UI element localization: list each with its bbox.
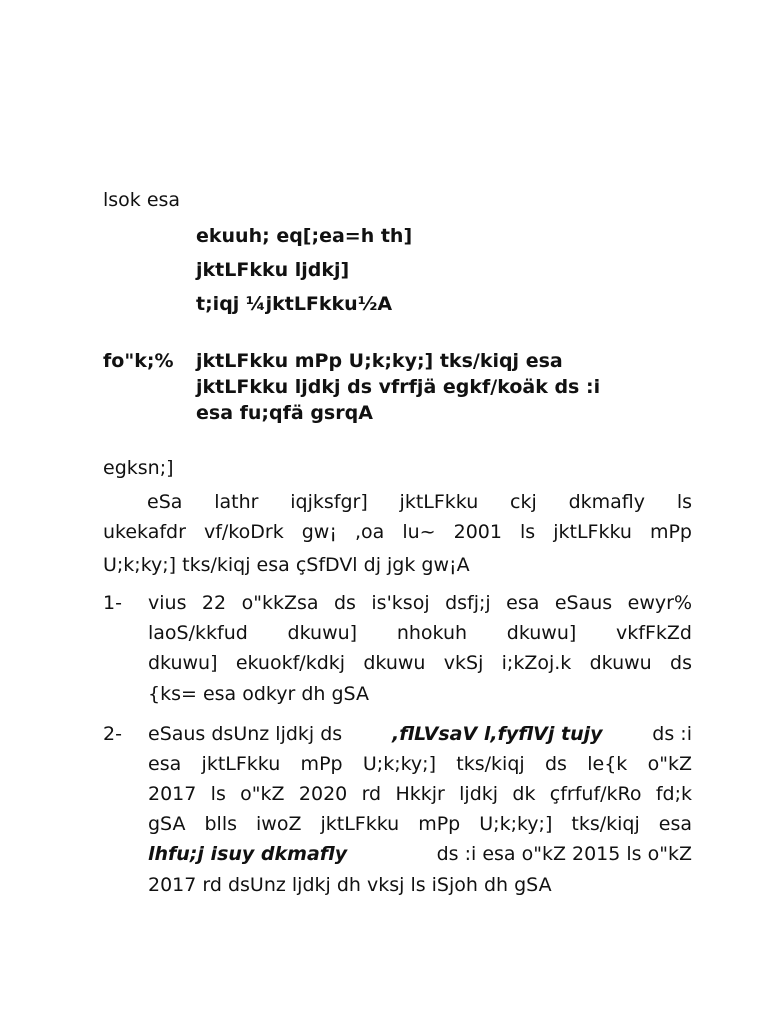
recipient-line-2: jktLFkku ljdkj] — [196, 259, 350, 281]
subject-label: fo"k;% — [103, 350, 174, 372]
point-1-number: 1- — [103, 592, 122, 614]
point-2-line-1-pre: eSaus dsUnz ljdkj ds — [148, 723, 343, 745]
subject-line-2: jktLFkku ljdkj ds vfrfjä egkf/koäk ds :i — [196, 376, 601, 398]
intro-line-1: eSa lathr iqjksfgr] jktLFkku ckj dkmafly ls — [147, 491, 692, 513]
subject-line-1: jktLFkku mPp U;k;ky;] tks/kiqj esa — [196, 350, 563, 372]
point-2-text — [148, 723, 692, 903]
point-2-line-4: gSA blls iwoZ jktLFkku mPp U;k;ky;] tks/kiqj esa — [148, 813, 692, 835]
point-1-line-4: {ks= esa odkyr dh gSA — [148, 683, 369, 705]
greeting: egksn;] — [103, 457, 174, 479]
subject-line-3: esa fu;qfä gsrqA — [196, 402, 373, 424]
intro-paragraph — [103, 491, 692, 581]
recipient-line-3: t;iqj ¼jktLFkku½A — [196, 293, 393, 315]
point-2-line-5-post: ds :i esa o"kZ 2015 ls o"kZ — [436, 843, 692, 865]
point-2-line-5 — [148, 843, 692, 865]
point-2-line-2: esa jktLFkku mPp U;k;ky;] tks/kiqj ds le{k o"kZ — [148, 753, 692, 775]
point-2-line-6: 2017 rd dsUnz ljdkj dh vksj ls iSjoh dh gSA — [148, 874, 552, 896]
point-1-line-1: vius 22 o"kkZsa ds is'ksoj dsfj;j esa eSaus ewyr% — [148, 592, 692, 614]
recipient-line-1: ekuuh; eq[;ea=h th] — [196, 225, 413, 247]
intro-line-2: ukekafdr vf/koDrk gw¡ ,oa lu~ 2001 ls jktLFkku mPp — [103, 521, 692, 543]
intro-line-3: U;k;ky;] tks/kiqj esa çSfDVl dj jgk gw¡A — [103, 554, 470, 576]
point-2-emphasis-1: ,flLVsaV l,fyflVj tujy — [392, 723, 603, 745]
point-2-number: 2- — [103, 723, 122, 745]
point-1-line-3: dkuwu] ekuokf/kdkj dkuwu vkSj i;kZoj.k dkuwu ds — [148, 652, 692, 674]
point-1-text — [148, 592, 692, 712]
point-2-emphasis-2: lhfu;j isuy dkmafly — [148, 843, 348, 865]
salutation: lsok esa — [103, 189, 181, 211]
point-2-line-1-post: ds :i — [652, 723, 692, 745]
point-2-line-1 — [148, 723, 692, 745]
point-2-line-3: 2017 ls o"kZ 2020 rd Hkkjr ljdkj dk çfrfuf/kRo fd;k — [148, 783, 692, 805]
point-1-line-2: laoS/kkfud dkuwu] nhokuh dkuwu] vkfFkZd — [148, 622, 692, 644]
